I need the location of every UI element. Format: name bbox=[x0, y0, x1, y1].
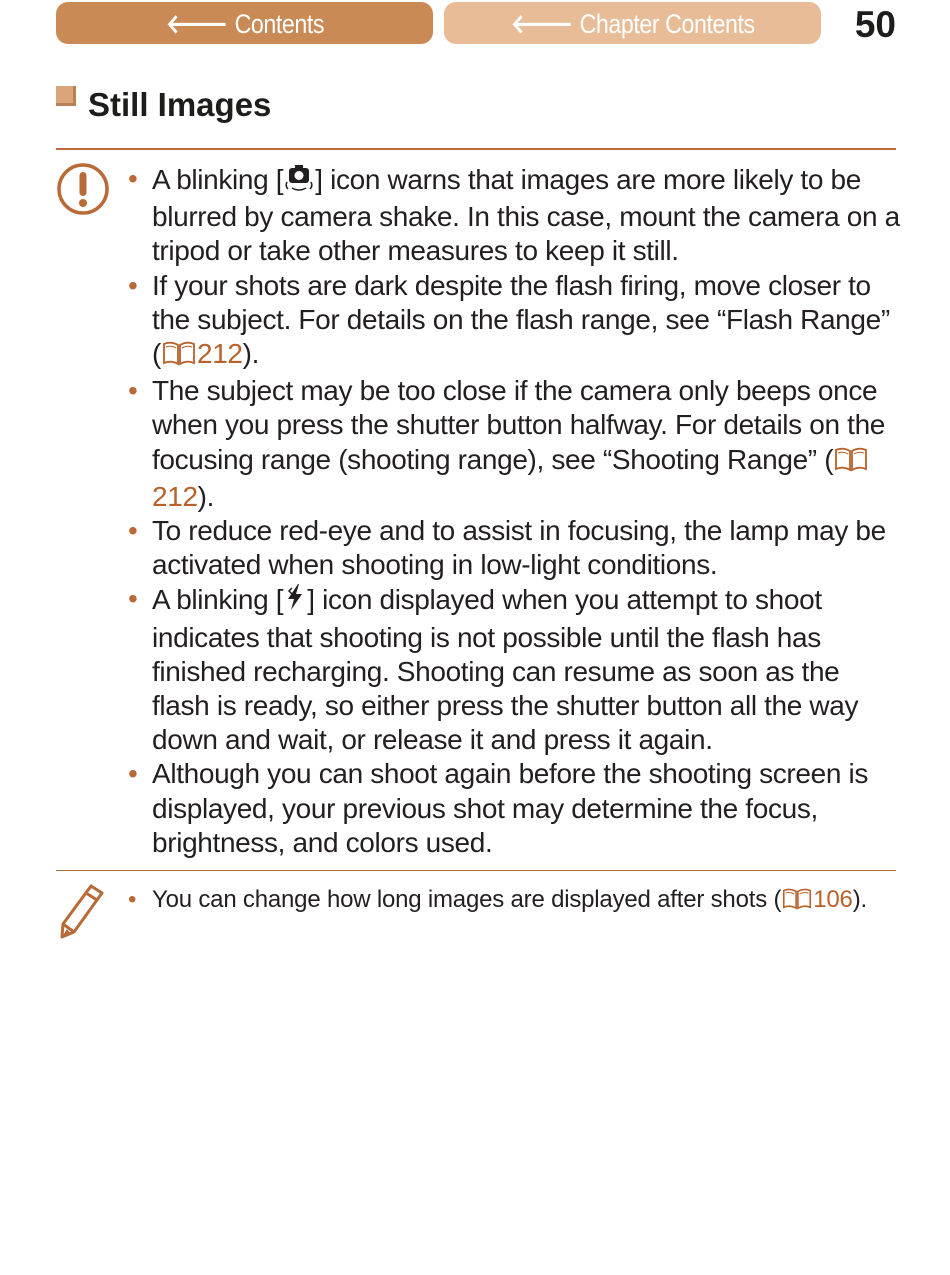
contents-button-label: Contents bbox=[234, 8, 324, 39]
caution-item: • To reduce red-eye and to assist in focusing, the lamp may be activated when shooting in low-light conditions. bbox=[128, 514, 904, 582]
camera-shake-icon bbox=[284, 162, 314, 200]
page-reference-link[interactable]: 212 bbox=[161, 338, 243, 369]
caution-list bbox=[128, 162, 904, 860]
caution-item: • A blinking [ ] icon warns that images are more likely to be blurred by camera shake. In this case, mount the camera on a tripod or take other measures to keep it still. bbox=[128, 162, 904, 269]
book-icon bbox=[162, 340, 196, 374]
caution-item: • The subject may be too close if the camera only beeps once when you press the shutter button halfway. For details on the focusing range (shooting range), see “Shooting Range” (212). bbox=[128, 374, 904, 514]
book-icon bbox=[782, 887, 812, 919]
pencil-icon bbox=[58, 882, 106, 945]
contents-button[interactable] bbox=[56, 2, 433, 44]
page-reference-link[interactable]: 212 bbox=[152, 444, 869, 512]
back-arrow-icon: 🡐 bbox=[510, 8, 573, 39]
page-number: 50 bbox=[854, 4, 896, 45]
page-reference-link[interactable]: 106 bbox=[781, 886, 852, 913]
back-arrow-icon: 🡐 bbox=[165, 8, 228, 39]
caution-icon bbox=[56, 162, 110, 221]
caution-item: • Although you can shoot again before the shooting screen is displayed, your previous shot may determine the focus, brightness, and colors used. bbox=[128, 757, 904, 860]
section-title: Still Images bbox=[88, 86, 272, 123]
section-marker-icon bbox=[56, 86, 76, 106]
note-divider bbox=[56, 870, 896, 871]
caution-item: • If your shots are dark despite the flash firing, move closer to the subject. For details on the flash range, see “Flash Range” ( 212). bbox=[128, 269, 904, 375]
caution-item: • A blinking [ ] icon displayed when you attempt to shoot indicates that shooting is not possible until the flash has finished recharging. Shooting can resume as soon as the flash is ready, so either press the shutter button all the way down and wait, or release it and press it again. bbox=[128, 582, 904, 757]
note-list bbox=[128, 884, 904, 919]
chapter-contents-button-label: Chapter Contents bbox=[579, 8, 755, 39]
book-icon bbox=[834, 446, 868, 480]
chapter-contents-button[interactable] bbox=[444, 2, 821, 44]
note-item: • You can change how long images are displayed after shots ( 106). bbox=[128, 884, 904, 919]
section-divider bbox=[56, 148, 896, 150]
flash-charging-icon bbox=[284, 582, 306, 620]
